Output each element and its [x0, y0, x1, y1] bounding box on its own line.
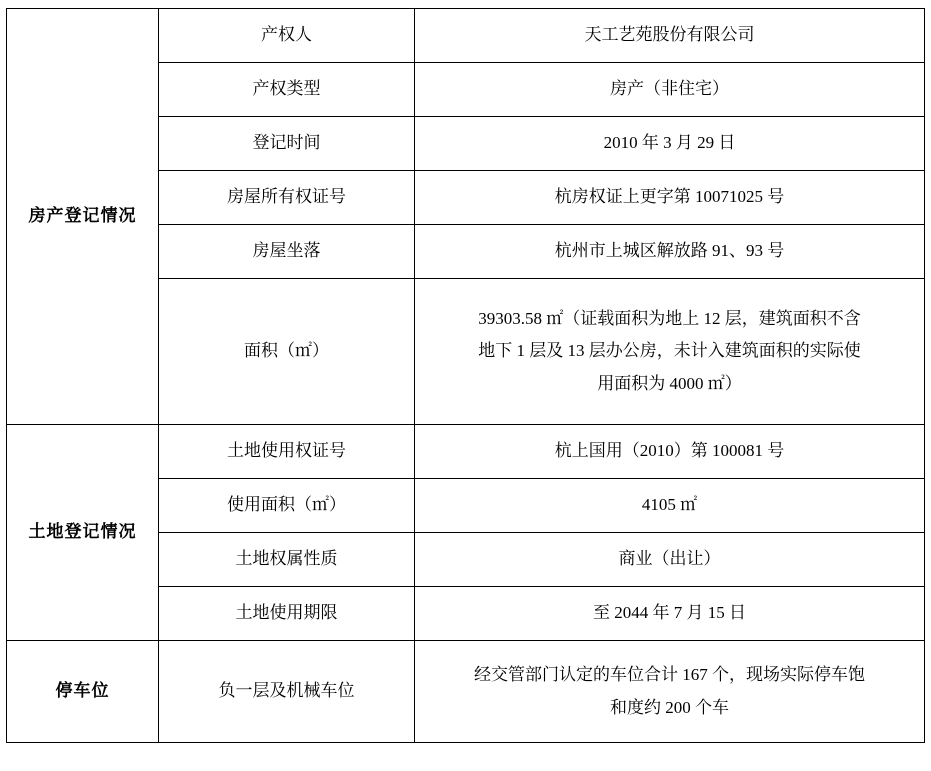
field-label-used-area: 使用面积（㎡）	[159, 479, 415, 533]
field-label-owner: 产权人	[159, 9, 415, 63]
group-label-parking: 停车位	[7, 641, 159, 743]
area-line-3: 用面积为 4000 ㎡）	[597, 373, 742, 393]
parking-line-1: 经交管部门认定的车位合计 167 个，现场实际停车饱	[474, 665, 865, 685]
group-label-property-registration: 房产登记情况	[7, 9, 159, 425]
field-label-ownership-certificate-no: 房屋所有权证号	[159, 171, 415, 225]
field-label-land-ownership-nature: 土地权属性质	[159, 533, 415, 587]
property-registration-table	[6, 8, 925, 743]
field-label-property-type: 产权类型	[159, 63, 415, 117]
table-row	[7, 425, 925, 479]
field-value-parking	[415, 641, 925, 743]
field-label-registration-date: 登记时间	[159, 117, 415, 171]
parking-line-2: 和度约 200 个车	[610, 697, 729, 717]
field-label-land-use-certificate-no: 土地使用权证号	[159, 425, 415, 479]
field-value-used-area: 4105 ㎡	[415, 479, 925, 533]
field-value-house-location: 杭州市上城区解放路 91、93 号	[415, 225, 925, 279]
field-value-land-ownership-nature: 商业（出让）	[415, 533, 925, 587]
field-value-area	[415, 279, 925, 425]
field-value-property-type: 房产（非住宅）	[415, 63, 925, 117]
field-label-house-location: 房屋坐落	[159, 225, 415, 279]
field-value-registration-date: 2010 年 3 月 29 日	[415, 117, 925, 171]
area-line-2: 地下 1 层及 13 层办公房，未计入建筑面积的实际使	[478, 341, 861, 361]
table-row	[7, 9, 925, 63]
field-value-ownership-certificate-no: 杭房权证上更字第 10071025 号	[415, 171, 925, 225]
field-value-land-use-certificate-no: 杭上国用（2010）第 100081 号	[415, 425, 925, 479]
field-value-owner: 天工艺苑股份有限公司	[415, 9, 925, 63]
group-label-land-registration: 土地登记情况	[7, 425, 159, 641]
field-label-land-use-term: 土地使用期限	[159, 587, 415, 641]
field-value-land-use-term: 至 2044 年 7 月 15 日	[415, 587, 925, 641]
table-row	[7, 641, 925, 743]
field-label-area: 面积（㎡）	[159, 279, 415, 425]
area-line-1: 39303.58 ㎡（证载面积为地上 12 层，建筑面积不含	[478, 309, 861, 329]
field-label-parking-type: 负一层及机械车位	[159, 641, 415, 743]
